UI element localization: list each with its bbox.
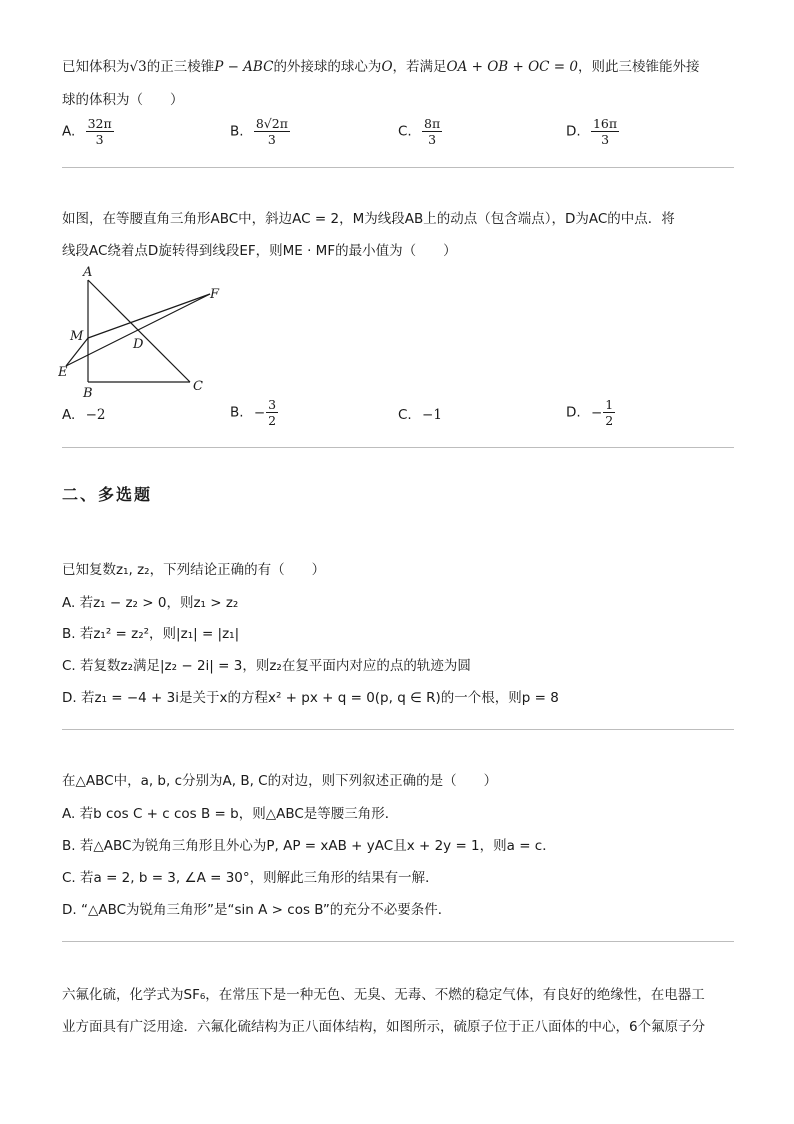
q5-stem-line1: 六氟化硫，化学式为SF₆，在常压下是一种无色、无臭、无毒、不燃的稳定气体，有良好的绝缘性，在电器工 (62, 987, 705, 1003)
denominator: 3 (267, 132, 276, 147)
q3-option-c[interactable]: C. 若复数z₂满足|z₂ − 2i| = 3，则z₂在复平面内对应的点的轨迹为圆 (62, 658, 471, 674)
denominator: 3 (601, 132, 610, 147)
q4-option-a[interactable]: A. 若b cos C + c cos B = b，则△ABC是等腰三角形． (62, 806, 399, 822)
q5-stem-line2: 业方面具有广泛用途．六氟化硫结构为正八面体结构，如图所示，硫原子位于正八面体的中心，6个氟原子分 (62, 1019, 706, 1035)
numerator: 16π (592, 116, 618, 131)
fraction (591, 116, 619, 147)
q2-option-d[interactable] (566, 397, 615, 428)
fraction (422, 116, 442, 147)
q1-center: O (381, 59, 393, 75)
numerator: 8√2π (255, 116, 288, 131)
q2-triangle-figure (58, 262, 228, 402)
option-label: A. (62, 407, 76, 423)
q1-vector-equation: OA + OB + OC = 0 (446, 59, 578, 75)
q3-option-a[interactable]: A. 若z₁ − z₂ > 0，则z₁ > z₂ (62, 595, 239, 611)
label-d: D (133, 337, 144, 352)
q1-pyramid: P − ABC (214, 59, 274, 75)
divider (62, 729, 734, 730)
q4-option-b[interactable]: B. 若△ABC为锐角三角形且外心为P, AP = xAB + yAC且x + 2y = 1，则a = c． (62, 838, 556, 854)
q1-option-d[interactable] (566, 116, 619, 147)
q2-option-b[interactable] (230, 397, 278, 428)
q1-sqrt3: √3 (129, 59, 147, 75)
fraction (266, 397, 278, 428)
denominator: 3 (428, 132, 437, 147)
minus-sign: − (253, 404, 266, 421)
q1-stem-line2: 球的体积为（ ） (62, 92, 184, 108)
fraction (254, 116, 290, 147)
q1-text: 已知体积为 (62, 59, 130, 75)
label-c: C (193, 379, 203, 394)
option-label: C. (398, 123, 412, 140)
q2-option-c[interactable] (398, 405, 442, 425)
numerator: 8π (424, 116, 441, 131)
q3-option-b[interactable]: B. 若z₁² = z₂²，则|z₁| = |z₁| (62, 626, 240, 642)
label-m: M (70, 329, 84, 344)
option-value: −1 (422, 407, 442, 423)
option-label: D. (566, 123, 581, 140)
segment-ac (88, 280, 190, 382)
fraction (86, 116, 114, 147)
q1-text: 的外接球的球心为 (273, 59, 382, 75)
fraction (603, 397, 615, 428)
divider (62, 941, 734, 942)
divider (62, 447, 734, 448)
label-f: F (210, 287, 220, 302)
label-b: B (83, 386, 93, 401)
denominator: 2 (605, 413, 614, 428)
label-e: E (58, 365, 68, 380)
q1-text: ，则此三棱锥能外接 (578, 59, 700, 75)
q3-option-d[interactable]: D. 若z₁ = −4 + 3i是关于x的方程x² + px + q = 0(p, q ∈ R)的一个根，则p = 8 (62, 690, 559, 706)
q3-stem: 已知复数z₁, z₂，下列结论正确的有（ ） (62, 562, 326, 578)
q1-text: 的正三棱锥 (146, 59, 215, 75)
q2-option-a[interactable] (62, 405, 106, 425)
numerator: 32π (87, 116, 112, 131)
option-label: A. (62, 123, 76, 140)
q4-option-c[interactable]: C. 若a = 2, b = 3, ∠A = 30°，则解此三角形的结果有一解． (62, 870, 439, 886)
q2-stem-line1: 如图，在等腰直角三角形ABC中，斜边AC = 2，M为线段AB上的动点（包含端点），D为AC的中点．将 (62, 211, 675, 227)
option-label: C. (398, 407, 412, 423)
label-a: A (83, 265, 93, 280)
q1-option-a[interactable] (62, 116, 114, 147)
option-label: D. (566, 404, 581, 421)
denominator: 2 (268, 413, 277, 428)
q1-option-c[interactable] (398, 116, 442, 147)
section-title: 二、多选题 (62, 485, 153, 504)
q2-stem-line2: 线段AC绕着点D旋转得到线段EF，则ME · MF的最小值为（ ） (62, 243, 457, 259)
option-label: B. (230, 404, 244, 421)
q1-option-b[interactable] (230, 116, 290, 147)
option-value: −2 (85, 407, 106, 423)
q4-option-d[interactable]: D. “△ABC为锐角三角形”是“sin A > cos B”的充分不必要条件． (62, 902, 452, 918)
segment-mf (88, 294, 210, 338)
numerator: 1 (605, 397, 614, 412)
divider (62, 167, 734, 168)
minus-sign: − (590, 404, 603, 421)
q4-stem: 在△ABC中，a, b, c分别为A, B, C的对边，则下列叙述正确的是（ ） (62, 773, 498, 789)
numerator: 3 (268, 397, 277, 412)
q1-stem-line1 (62, 57, 700, 77)
option-label: B. (230, 123, 244, 140)
q1-text: ，若满足 (392, 59, 447, 75)
denominator: 3 (95, 132, 104, 147)
